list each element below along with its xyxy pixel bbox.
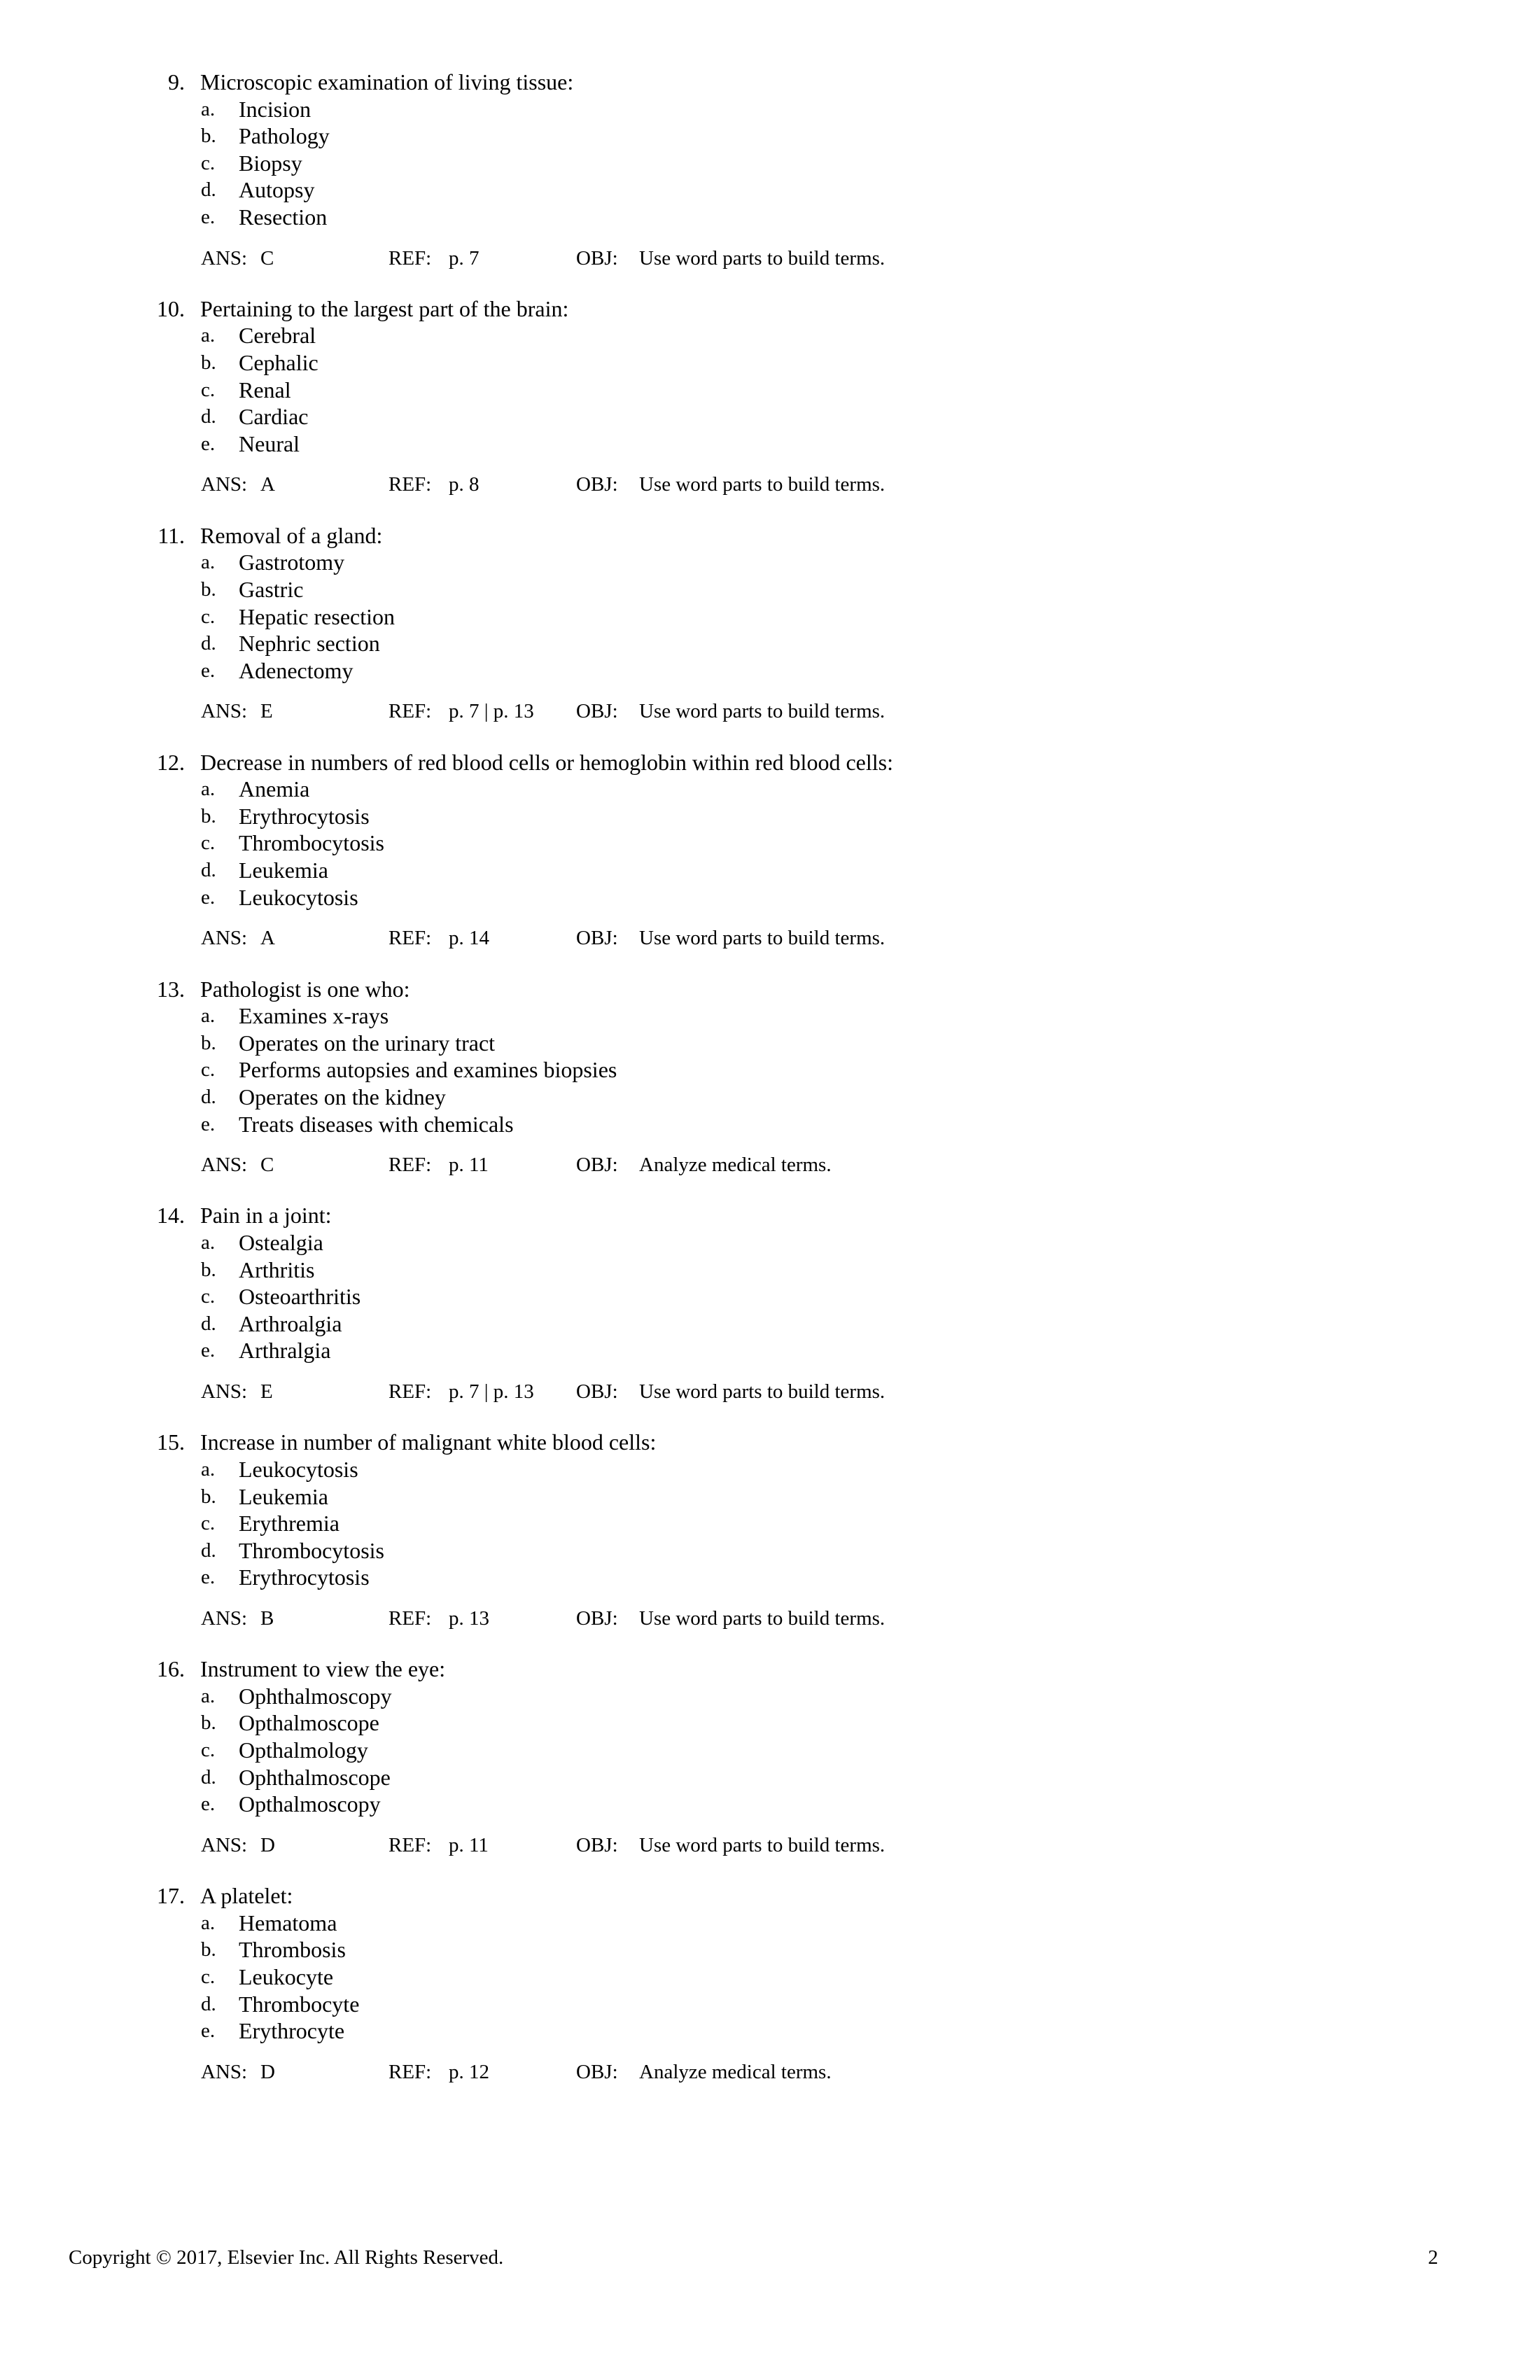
ans-label: ANS: [201, 1380, 248, 1404]
option-text: Opthalmology [239, 1737, 368, 1763]
option-text: Pathology [239, 123, 330, 149]
option-letter: b. [201, 1258, 216, 1281]
ref-label: REF: [388, 473, 432, 496]
option-text: Gastrotomy [239, 550, 345, 575]
answer-option [0, 1764, 1540, 1791]
ref-label: REF: [388, 1833, 432, 1856]
ans-label: ANS: [201, 1606, 248, 1630]
option-letter: b. [201, 1031, 216, 1054]
obj-value: Analyze medical terms. [639, 2060, 832, 2083]
answer-option [0, 1229, 1540, 1256]
answer-option [0, 1456, 1540, 1483]
question-text: Instrument to view the eye: [200, 1656, 446, 1682]
ref-value: p. 7 | p. 13 [449, 1380, 534, 1404]
question-number: 16. [157, 1656, 185, 1682]
option-letter: c. [201, 1058, 216, 1082]
answer-option [0, 1283, 1540, 1310]
answer-key-row [0, 1152, 1540, 1178]
option-letter: b. [201, 351, 216, 374]
option-text: Opthalmoscope [239, 1710, 379, 1736]
option-letter: e. [201, 886, 216, 909]
ans-value: C [260, 246, 274, 270]
option-letter: a. [201, 551, 216, 574]
option-letter: e. [201, 1339, 216, 1362]
option-letter: a. [201, 1911, 216, 1934]
answer-option [0, 1936, 1540, 1963]
answer-option [0, 1030, 1540, 1057]
answer-option [0, 1991, 1540, 2018]
option-letter: c. [201, 832, 216, 855]
answer-key-row [0, 245, 1540, 272]
option-letter: c. [201, 605, 216, 628]
option-text: Leukocytosis [239, 1456, 358, 1482]
answer-option [0, 1084, 1540, 1111]
answer-option [0, 549, 1540, 576]
obj-value: Use word parts to build terms. [639, 700, 886, 723]
option-letter: c. [201, 1965, 216, 1988]
ref-label: REF: [388, 1154, 432, 1177]
answer-option [0, 1791, 1540, 1818]
question-text: Pathologist is one who: [200, 976, 410, 1002]
ref-label: REF: [388, 1380, 432, 1404]
question-item [0, 1882, 1540, 2109]
ref-value: p. 7 [449, 246, 479, 270]
option-text: Erythrocyte [239, 2018, 345, 2044]
option-text: Cephalic [239, 350, 318, 376]
ref-label: REF: [388, 927, 432, 950]
ans-value: E [260, 700, 273, 723]
question-stem [0, 1882, 1540, 1910]
ref-value: p. 14 [449, 927, 489, 950]
option-text: Ophthalmoscopy [239, 1683, 392, 1709]
ref-label: REF: [388, 1606, 432, 1630]
answer-option [0, 1483, 1540, 1511]
option-letter: c. [201, 378, 216, 401]
option-text: Leukocyte [239, 1963, 334, 1989]
question-number: 15. [157, 1429, 185, 1455]
answer-option [0, 1337, 1540, 1364]
question-text: Decrease in numbers of red blood cells or hemoglobin within red blood cells: [200, 749, 893, 775]
option-text: Examines x-rays [239, 1003, 389, 1029]
option-letter: e. [201, 1112, 216, 1135]
question-stem [0, 1202, 1540, 1229]
obj-value: Analyze medical terms. [639, 1154, 832, 1177]
option-text: Thrombosis [239, 1937, 346, 1963]
obj-value: Use word parts to build terms. [639, 927, 886, 950]
option-text: Neural [239, 430, 300, 456]
option-letter: c. [201, 1739, 216, 1762]
question-item [0, 295, 1540, 522]
answer-option [0, 603, 1540, 631]
obj-value: Use word parts to build terms. [639, 1833, 886, 1856]
ans-value: C [260, 1154, 274, 1177]
question-stem [0, 976, 1540, 1003]
ans-label: ANS: [201, 927, 248, 950]
option-letter: c. [201, 1285, 216, 1308]
option-text: Erythrocytosis [239, 803, 370, 829]
question-stem [0, 522, 1540, 550]
ref-label: REF: [388, 2060, 432, 2083]
obj-value: Use word parts to build terms. [639, 1380, 886, 1404]
option-text: Nephric section [239, 631, 380, 657]
answer-key-row [0, 1378, 1540, 1405]
answer-option [0, 776, 1540, 803]
answer-option [0, 96, 1540, 123]
option-letter: d. [201, 1992, 216, 2015]
question-number: 13. [157, 976, 185, 1002]
obj-label: OBJ: [576, 927, 618, 950]
option-letter: a. [201, 1457, 216, 1480]
answer-key-row [0, 925, 1540, 951]
question-stem [0, 1656, 1540, 1683]
ref-value: p. 13 [449, 1606, 489, 1630]
answer-option [0, 122, 1540, 150]
obj-label: OBJ: [576, 1154, 618, 1177]
answer-option [0, 1537, 1540, 1564]
ans-value: A [260, 473, 275, 496]
option-text: Biopsy [239, 150, 302, 176]
answer-option [0, 1256, 1540, 1284]
answer-option [0, 322, 1540, 349]
ans-value: D [260, 2060, 275, 2083]
option-text: Leukemia [239, 1483, 328, 1509]
question-text: Increase in number of malignant white blood cells: [200, 1429, 657, 1455]
question-item [0, 749, 1540, 976]
question-text: Pain in a joint: [200, 1203, 332, 1228]
option-letter: d. [201, 405, 216, 428]
option-letter: b. [201, 125, 216, 148]
option-letter: b. [201, 1712, 216, 1735]
answer-option [0, 1310, 1540, 1338]
option-letter: e. [201, 659, 216, 682]
option-letter: e. [201, 205, 216, 228]
option-text: Erythremia [239, 1511, 340, 1536]
answer-option [0, 1683, 1540, 1710]
option-text: Leukemia [239, 858, 328, 883]
obj-value: Use word parts to build terms. [639, 1606, 886, 1630]
obj-label: OBJ: [576, 473, 618, 496]
option-text: Thrombocyte [239, 1991, 360, 2017]
question-number: 14. [157, 1203, 185, 1228]
answer-option [0, 576, 1540, 603]
answer-option [0, 2017, 1540, 2045]
answer-option [0, 1564, 1540, 1591]
option-text: Operates on the urinary tract [239, 1030, 496, 1056]
question-text: A platelet: [200, 1883, 293, 1909]
question-number: 11. [158, 522, 185, 548]
option-text: Renal [239, 377, 291, 402]
ans-value: E [260, 1380, 273, 1404]
ans-value: D [260, 1833, 275, 1856]
option-letter: b. [201, 1938, 216, 1961]
obj-label: OBJ: [576, 1833, 618, 1856]
question-item [0, 1429, 1540, 1656]
option-letter: b. [201, 1485, 216, 1508]
question-list [0, 69, 1540, 2109]
option-letter: a. [201, 324, 216, 347]
option-text: Resection [239, 204, 328, 230]
question-text: Removal of a gland: [200, 522, 383, 548]
option-text: Arthroalgia [239, 1310, 342, 1336]
ref-value: p. 7 | p. 13 [449, 700, 534, 723]
question-number: 17. [157, 1883, 185, 1909]
obj-value: Use word parts to build terms. [639, 473, 886, 496]
option-letter: c. [201, 1512, 216, 1535]
option-text: Opthalmoscopy [239, 1791, 381, 1817]
question-stem [0, 295, 1540, 323]
option-letter: a. [201, 1231, 216, 1254]
ref-value: p. 8 [449, 473, 479, 496]
answer-option [0, 884, 1540, 911]
answer-option [0, 1737, 1540, 1764]
page-number: 2 [1428, 2246, 1438, 2269]
option-text: Adenectomy [239, 657, 354, 683]
answer-option [0, 1510, 1540, 1537]
answer-option [0, 1111, 1540, 1138]
answer-option [0, 1002, 1540, 1030]
option-letter: e. [201, 2019, 216, 2043]
answer-key-row [0, 1605, 1540, 1632]
ans-label: ANS: [201, 700, 248, 723]
option-text: Treats diseases with chemicals [239, 1111, 514, 1137]
option-letter: d. [201, 859, 216, 882]
answer-option [0, 830, 1540, 857]
option-text: Incision [239, 96, 312, 122]
answer-option [0, 349, 1540, 377]
option-letter: c. [201, 151, 216, 174]
obj-label: OBJ: [576, 700, 618, 723]
question-item [0, 1202, 1540, 1429]
ref-value: p. 11 [449, 1833, 489, 1856]
option-letter: a. [201, 1004, 216, 1028]
ans-label: ANS: [201, 246, 248, 270]
obj-label: OBJ: [576, 1380, 618, 1404]
option-letter: d. [201, 1765, 216, 1788]
question-stem [0, 1429, 1540, 1456]
answer-key-row [0, 698, 1540, 724]
option-letter: a. [201, 778, 216, 801]
option-text: Ostealgia [239, 1230, 323, 1256]
answer-option [0, 1963, 1540, 1991]
option-letter: e. [201, 1793, 216, 1816]
answer-option [0, 630, 1540, 657]
option-text: Operates on the kidney [239, 1084, 446, 1110]
option-text: Cardiac [239, 404, 309, 430]
answer-option [0, 1709, 1540, 1737]
answer-option [0, 1056, 1540, 1084]
option-letter: d. [201, 1539, 216, 1562]
ref-value: p. 11 [449, 1154, 489, 1177]
ans-label: ANS: [201, 2060, 248, 2083]
option-letter: d. [201, 1085, 216, 1108]
option-text: Gastric [239, 576, 304, 602]
copyright-footer: Copyright © 2017, Elsevier Inc. All Rights Reserved. [69, 2246, 504, 2269]
answer-key-row [0, 2059, 1540, 2085]
option-letter: d. [201, 178, 216, 202]
question-number: 12. [157, 749, 185, 775]
option-letter: a. [201, 97, 216, 120]
option-letter: d. [201, 632, 216, 655]
question-stem [0, 69, 1540, 96]
answer-option [0, 377, 1540, 404]
option-text: Hematoma [239, 1910, 337, 1935]
answer-option [0, 857, 1540, 884]
option-text: Hepatic resection [239, 603, 395, 629]
ans-label: ANS: [201, 1154, 248, 1177]
option-text: Erythrocytosis [239, 1564, 370, 1590]
option-text: Leukocytosis [239, 884, 358, 910]
question-item [0, 1656, 1540, 1882]
option-text: Arthritis [239, 1256, 315, 1282]
question-text: Pertaining to the largest part of the brain: [200, 295, 569, 321]
obj-value: Use word parts to build terms. [639, 246, 886, 270]
obj-label: OBJ: [576, 246, 618, 270]
ref-label: REF: [388, 700, 432, 723]
question-number: 9. [168, 69, 185, 94]
answer-key-row [0, 471, 1540, 498]
question-stem [0, 749, 1540, 776]
option-letter: d. [201, 1312, 216, 1335]
option-letter: a. [201, 1684, 216, 1707]
answer-option [0, 204, 1540, 231]
ref-value: p. 12 [449, 2060, 489, 2083]
option-text: Cerebral [239, 323, 316, 349]
answer-option [0, 150, 1540, 177]
answer-option [0, 430, 1540, 458]
answer-option [0, 403, 1540, 430]
ans-label: ANS: [201, 473, 248, 496]
ans-value: A [260, 927, 275, 950]
ans-label: ANS: [201, 1833, 248, 1856]
question-text: Microscopic examination of living tissue: [200, 69, 574, 94]
answer-option [0, 803, 1540, 830]
option-text: Ophthalmoscope [239, 1764, 391, 1790]
option-text: Autopsy [239, 177, 315, 203]
option-letter: e. [201, 432, 216, 455]
question-item [0, 69, 1540, 295]
option-letter: b. [201, 804, 216, 827]
ref-label: REF: [388, 246, 432, 270]
option-text: Thrombocytosis [239, 830, 384, 856]
option-letter: b. [201, 578, 216, 601]
question-number: 10. [157, 295, 185, 321]
option-letter: e. [201, 1566, 216, 1589]
obj-label: OBJ: [576, 1606, 618, 1630]
option-text: Arthralgia [239, 1338, 331, 1364]
answer-key-row [0, 1832, 1540, 1858]
option-text: Osteoarthritis [239, 1284, 361, 1310]
option-text: Anemia [239, 776, 310, 802]
question-item [0, 976, 1540, 1203]
answer-option [0, 176, 1540, 204]
answer-option [0, 1910, 1540, 1937]
answer-option [0, 657, 1540, 685]
option-text: Performs autopsies and examines biopsies [239, 1057, 617, 1083]
obj-label: OBJ: [576, 2060, 618, 2083]
option-text: Thrombocytosis [239, 1537, 384, 1563]
ans-value: B [260, 1606, 274, 1630]
question-item [0, 522, 1540, 749]
